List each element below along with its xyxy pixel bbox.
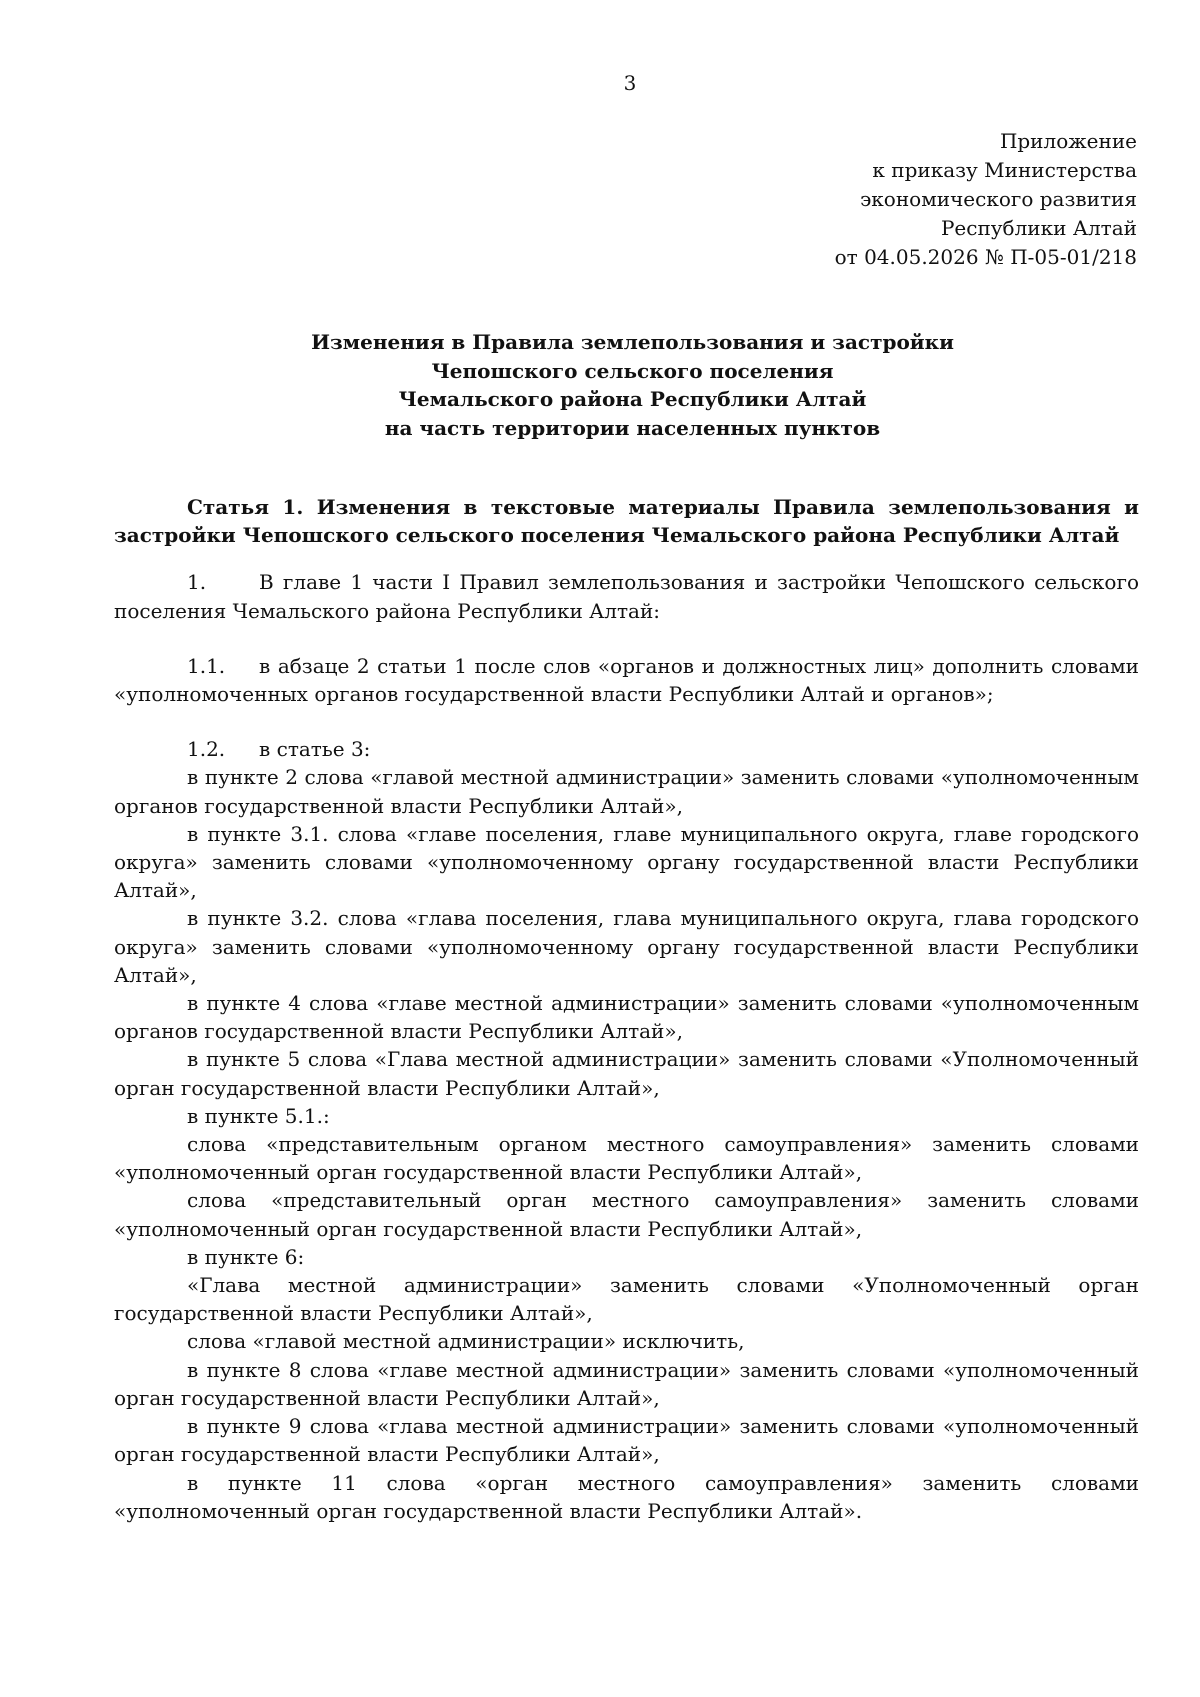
amendment-paragraph: слова «представительным органом местного самоуправления» заменить словами «уполномоченный орган государственной власти Республики Алтай»,	[114, 1132, 1139, 1185]
amendment-paragraph: в пункте 4 слова «главе местной администрации» заменить словами «уполномоченным органов государственной власти Республики Алтай»,	[114, 991, 1139, 1044]
appendix-line: экономического развития	[860, 187, 1137, 211]
amendment-paragraph: в пункте 5.1.:	[187, 1103, 330, 1128]
amendment-paragraph: в пункте 11 слова «орган местного самоуправления» заменить словами «уполномоченный орган государственной власти Республики Алтай».	[114, 1470, 1139, 1523]
amendment-paragraph: в пункте 8 слова «главе местной администрации» заменить словами «уполномоченный орган государственной власти Республики Алтай»,	[114, 1357, 1139, 1410]
page-number: 3	[623, 71, 637, 95]
title-line: Изменения в Правила землепользования и застройки	[311, 330, 954, 354]
amendment-paragraph: в пункте 9 слова «глава местной администрации» заменить словами «уполномоченный орган государственной власти Республики Алтай»,	[114, 1414, 1139, 1467]
document-title	[0, 328, 1200, 442]
amendment-paragraph: слова «представительный орган местного самоуправления» заменить словами «уполномоченный орган государственной власти Республики Алтай»,	[114, 1188, 1139, 1241]
amendment-paragraph: «Глава местной администрации» заменить словами «Уполномоченный орган государственной власти Республики Алтай»,	[114, 1273, 1139, 1326]
title-line: Чепошского сельского поселения	[431, 358, 834, 383]
title-line: Чемальского района Республики Алтай	[398, 387, 867, 411]
item-text: В главе 1 части I Правил землепользования и застройки Чепошского сельского поселения Чемальского района Республики Алтай:	[114, 570, 1139, 623]
amendment-paragraph: в пункте 2 слова «главой местной администрации» заменить словами «уполномоченным органов государственной власти Республики Алтай»,	[114, 765, 1139, 818]
item-text: в абзаце 2 статьи 1 после слов «органов и должностных лиц» дополнить словами «уполномоченных органов государственной власти Республики Алтай и органов»;	[114, 653, 1139, 707]
appendix-line: Республики Алтай	[940, 216, 1137, 240]
numbered-item	[114, 568, 1139, 624]
article-heading: Статья 1. Изменения в текстовые материалы Правила землепользования и застройки Чепошского сельского поселения Чемальского района Республики Алтай	[114, 495, 1139, 548]
amendment-paragraph: в пункте 3.1. слова «главе поселения, главе муниципального округа, главе городского округа» заменить словами «уполномоченному органу государственной власти Республики Алтай»,	[114, 821, 1139, 903]
numbered-item	[114, 652, 1139, 708]
appendix-line: к приказу Министерства	[872, 158, 1137, 182]
numbered-item	[114, 735, 1139, 763]
appendix-order-date-number: от 04.05.2026 № П-05-01/218	[834, 245, 1137, 269]
item-number: 1.2.	[187, 737, 226, 762]
item-number: 1.1.	[187, 653, 226, 678]
appendix-block	[677, 127, 1137, 272]
appendix-line: Приложение	[999, 129, 1137, 153]
item-number: 1.	[187, 570, 207, 595]
item-text: в статье 3:	[259, 737, 371, 762]
title-line: на часть территории населенных пунктов	[384, 415, 881, 440]
amendment-paragraph: слова «главой местной администрации» исключить,	[187, 1329, 745, 1354]
amendment-paragraph: в пункте 6:	[187, 1244, 305, 1269]
amendment-paragraph: в пункте 5 слова «Глава местной администрации» заменить словами «Уполномоченный орган государственной власти Республики Алтай»,	[114, 1047, 1139, 1100]
document-body	[114, 493, 1139, 1525]
amendment-paragraph: в пункте 3.2. слова «глава поселения, глава муниципального округа, глава городского округа» заменить словами «уполномоченному органу государственной власти Республики Алтай»,	[114, 906, 1139, 987]
